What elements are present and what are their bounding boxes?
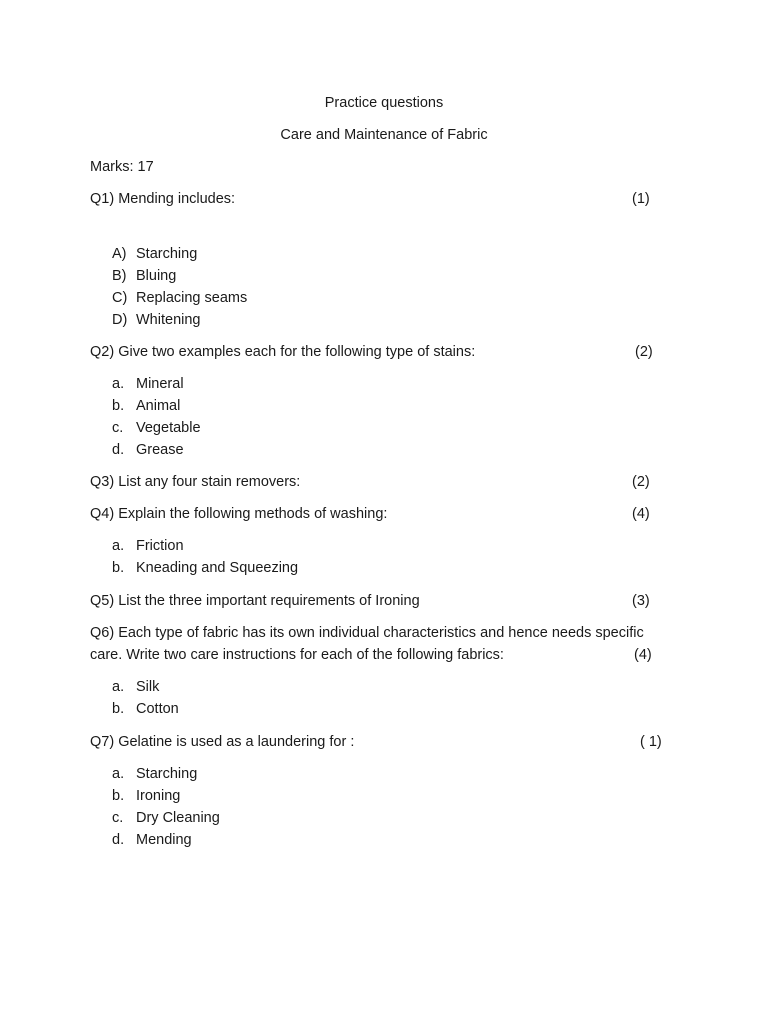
question-text-line-2: care. Write two care instructions for each of the following fabrics:: [90, 647, 504, 663]
option-label: b.: [112, 788, 125, 804]
option-text: Starching: [136, 766, 198, 782]
option-label: c.: [112, 420, 124, 436]
option-text: Mineral: [136, 376, 184, 392]
option-label: d.: [112, 442, 125, 458]
option-text: Silk: [136, 679, 160, 695]
question-text: Q1) Mending includes:: [90, 191, 236, 207]
option-text: Starching: [136, 246, 198, 262]
page-subtitle: Care and Maintenance of Fabric: [280, 127, 488, 143]
option-text: Bluing: [136, 268, 177, 284]
option-label: c.: [112, 810, 124, 826]
question-marks: (2): [632, 474, 650, 490]
question-marks: ( 1): [640, 734, 662, 750]
question-text-line-1: Q6) Each type of fabric has its own individual characteristics and hence needs specific: [90, 625, 644, 641]
option-label: b.: [112, 560, 125, 576]
option-label: D): [112, 312, 128, 328]
option-text: Dry Cleaning: [136, 810, 220, 826]
question-marks: (2): [635, 344, 653, 360]
question-marks: (1): [632, 191, 650, 207]
option-text: Mending: [136, 832, 192, 848]
option-label: A): [112, 246, 127, 262]
option-text: Cotton: [136, 701, 179, 717]
question-text: Q4) Explain the following methods of washing:: [90, 506, 388, 522]
option-label: b.: [112, 701, 125, 717]
option-text: Whitening: [136, 312, 201, 328]
question-marks: (4): [632, 506, 650, 522]
option-label: a.: [112, 766, 125, 782]
option-label: B): [112, 268, 127, 284]
option-label: a.: [112, 679, 125, 695]
option-text: Kneading and Squeezing: [136, 560, 299, 576]
option-text: Animal: [136, 398, 181, 414]
question-marks: (3): [632, 593, 650, 609]
option-label: d.: [112, 832, 125, 848]
question-text: Q7) Gelatine is used as a laundering for :: [90, 734, 355, 750]
option-text: Replacing seams: [136, 290, 248, 306]
option-label: a.: [112, 538, 125, 554]
option-text: Friction: [136, 538, 184, 554]
option-text: Ironing: [136, 788, 181, 804]
question-marks: (4): [634, 647, 652, 663]
question-text: Q2) Give two examples each for the following type of stains:: [90, 344, 476, 360]
page-title: Practice questions: [324, 95, 444, 111]
option-label: a.: [112, 376, 125, 392]
option-text: Vegetable: [136, 420, 201, 436]
option-label: b.: [112, 398, 125, 414]
total-marks: Marks: 17: [90, 159, 154, 175]
option-label: C): [112, 290, 128, 306]
option-text: Grease: [136, 442, 184, 458]
question-text: Q3) List any four stain removers:: [90, 474, 301, 490]
question-text: Q5) List the three important requirements of Ironing: [90, 593, 420, 609]
